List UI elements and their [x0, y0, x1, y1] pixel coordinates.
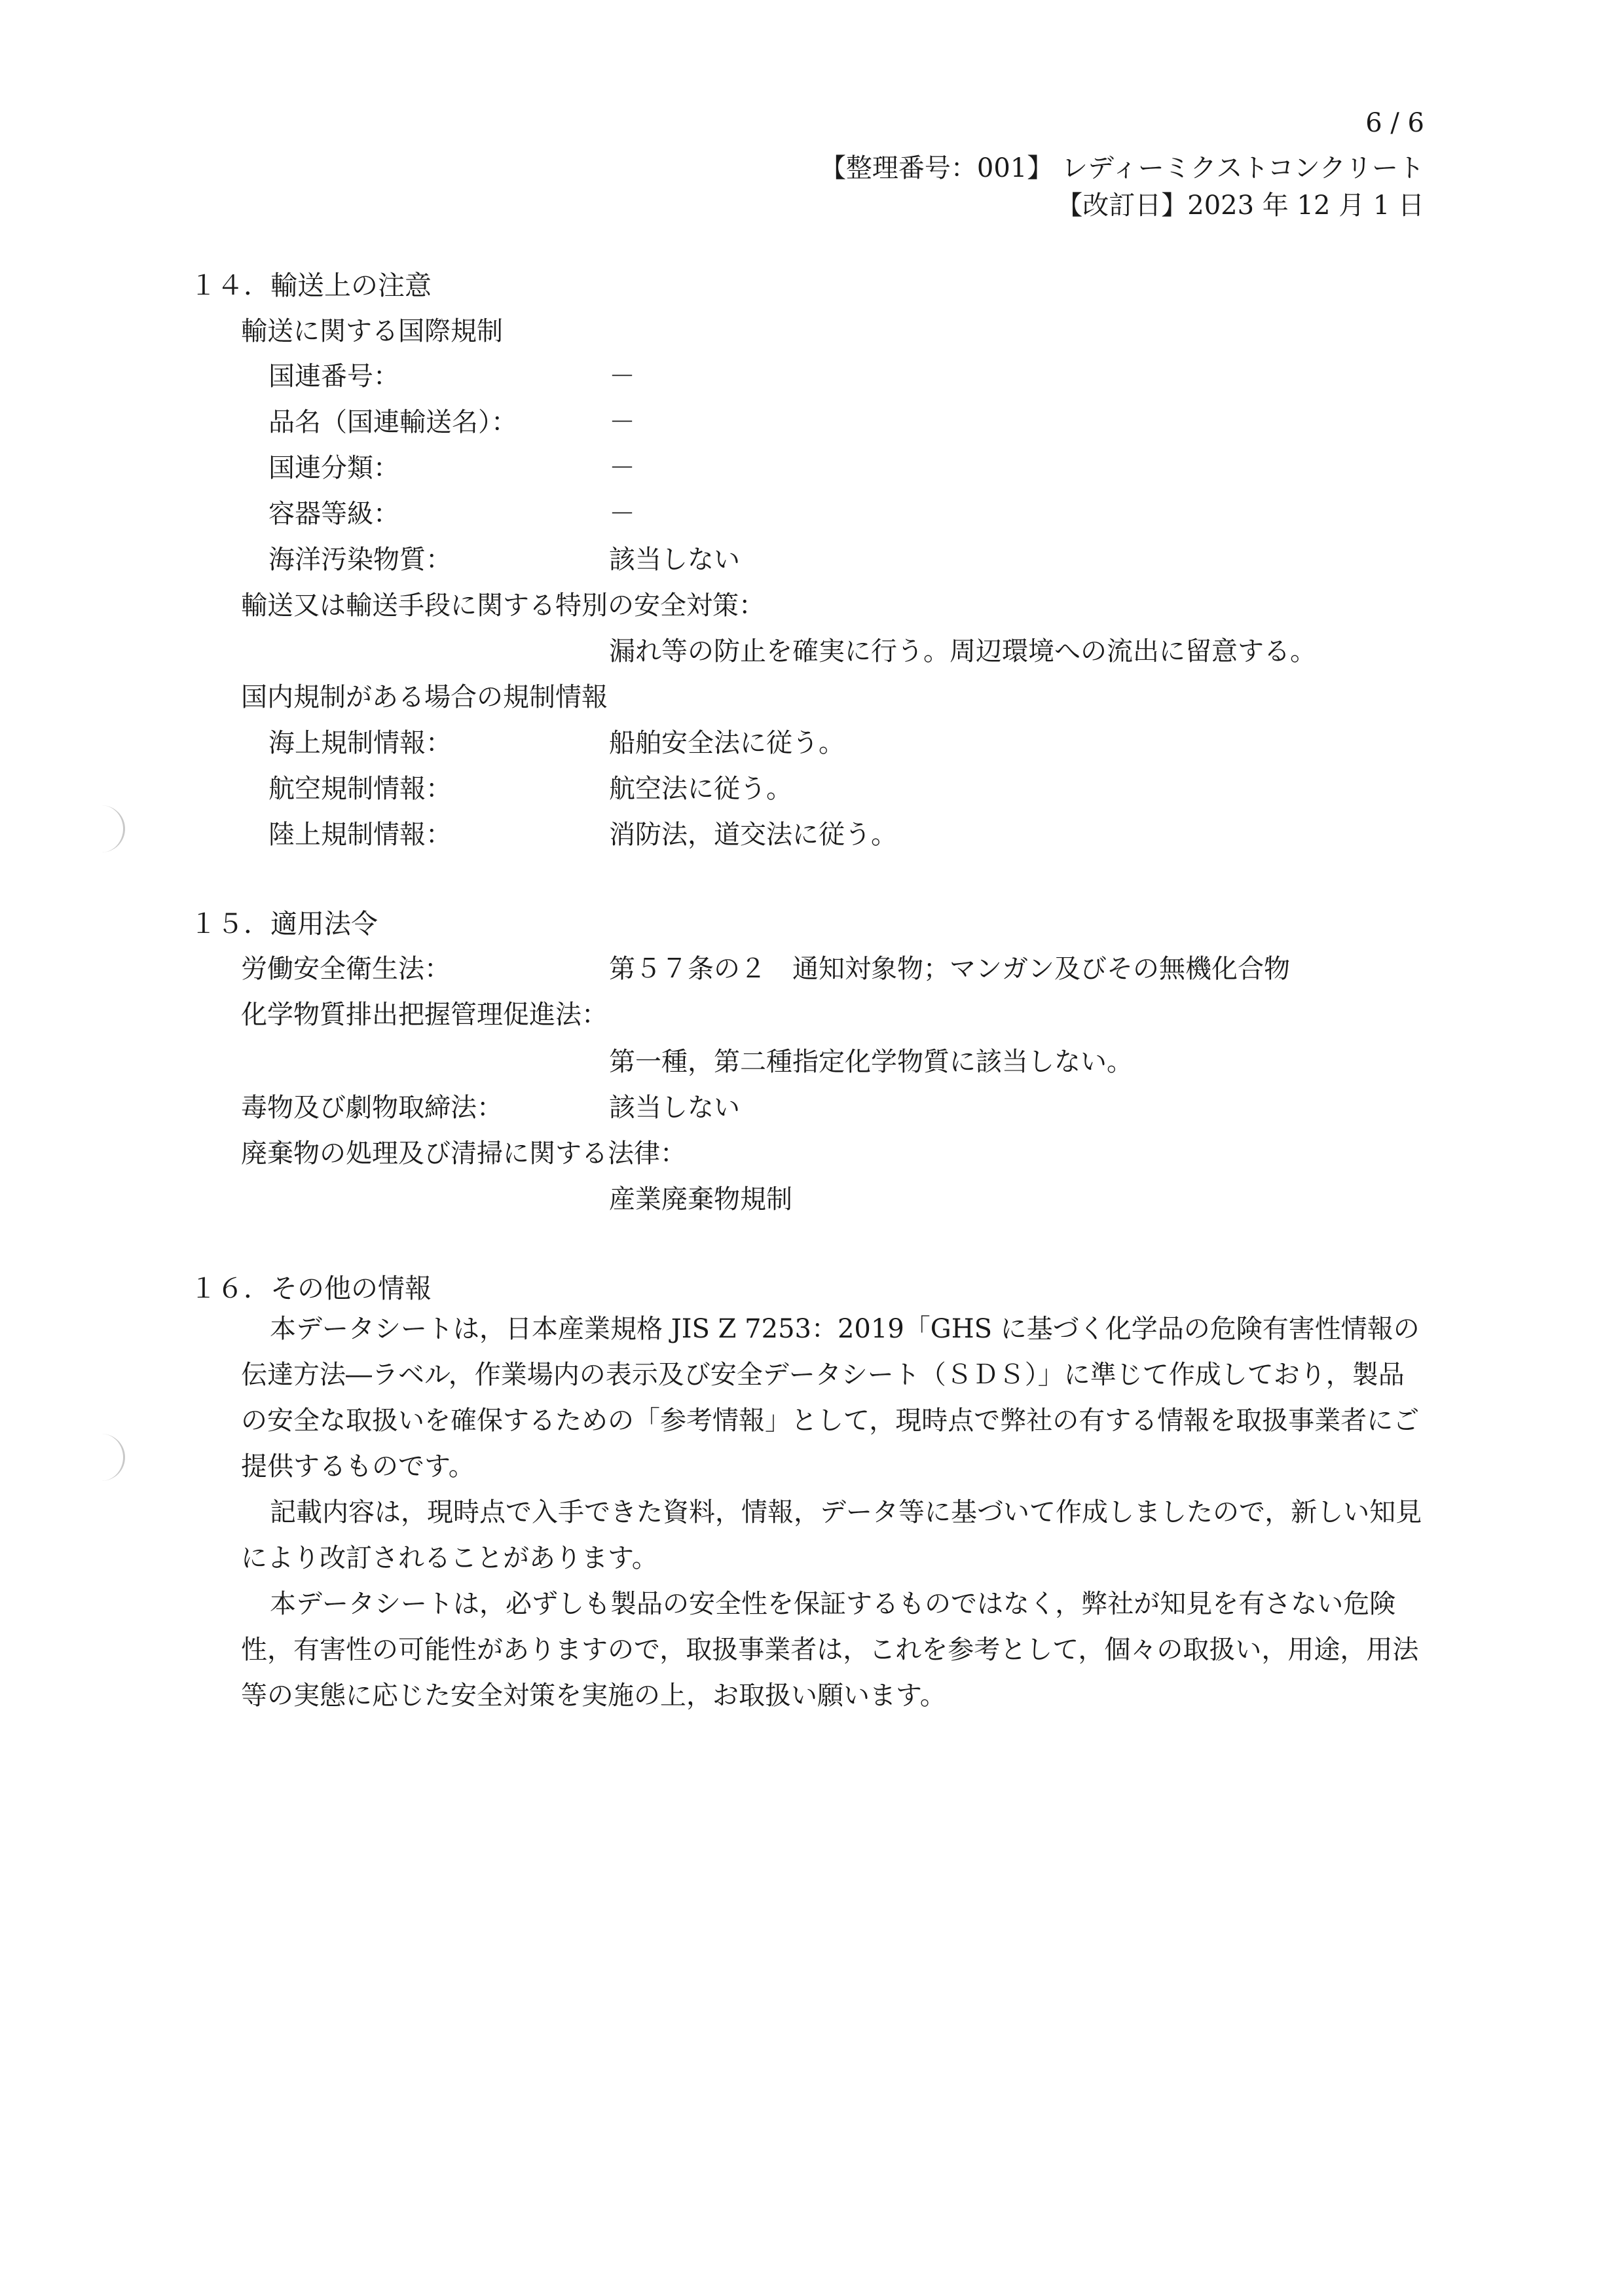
land-regulation-value: 消防法，道交法に従う。	[609, 820, 897, 850]
sea-regulation-label: 海上規制情報：	[268, 728, 452, 758]
other-info-paragraph-2: 記載内容は，現時点で入手できた資料，情報，データ等に基づいて作成しましたので，新しい知見により改訂されることがあります。	[241, 1497, 1422, 1573]
labor-law-value: 第５７条の２ 通知対象物；マンガン及びその無機化合物	[609, 954, 1290, 984]
document-id: 【整理番号：001】 レディーミクストコンクリート	[819, 153, 1424, 183]
section-14-title: １４．輸送上の注意	[190, 270, 432, 301]
labor-law-label: 労働安全衛生法：	[241, 954, 451, 984]
poison-law-value: 該当しない	[609, 1093, 740, 1123]
domestic-regulation-heading: 国内規制がある場合の規制情報	[241, 682, 608, 712]
special-precautions-heading: 輸送又は輸送手段に関する特別の安全対策：	[241, 591, 765, 621]
other-info-paragraph-1: 本データシートは，日本産業規格 JIS Z 7253：2019「GHS に基づく化学品の危険有害性情報の伝達方法―ラベル，作業場内の表示及び安全データシート（ＳＤＳ）」に準じて作成しており，製品の安全な取扱いを確保するための「参考情報」として，現時点で弊社の有する情報を取扱事業者にご提供するものです。	[241, 1314, 1420, 1482]
un-number-label: 国連番号：	[268, 361, 399, 392]
page-number: 6 / 6	[1365, 108, 1424, 138]
other-info-paragraph-3: 本データシートは，必ずしも製品の安全性を保証するものではなく，弊社が知見を有さない危険性，有害性の可能性がありますので，取扱事業者は，これを参考として，個々の取扱い，用途，用法等の実態に応じた安全対策を実施の上，お取扱い願います。	[241, 1589, 1419, 1711]
shipping-name-label: 品名（国連輸送名）：	[268, 407, 517, 437]
marine-pollutant-label: 海洋汚染物質：	[268, 545, 452, 575]
air-regulation-value: 航空法に従う。	[609, 774, 792, 804]
section-15-title: １５．適用法令	[190, 908, 378, 939]
packing-group-value: －	[609, 499, 635, 529]
revision-date: 【改訂日】2023 年 12 月 1 日	[1056, 191, 1424, 221]
waste-law-value: 産業廃棄物規制	[609, 1184, 792, 1214]
sea-regulation-value: 船舶安全法に従う。	[609, 728, 845, 758]
other-info-body	[241, 1306, 1426, 1719]
prtr-law-value: 第一種，第二種指定化学物質に該当しない。	[609, 1047, 1133, 1077]
un-class-label: 国連分類：	[268, 453, 399, 483]
shipping-name-value: －	[609, 407, 635, 437]
intl-regulation-heading: 輸送に関する国際規制	[241, 316, 503, 346]
air-regulation-label: 航空規制情報：	[268, 774, 452, 804]
punch-hole-upper	[92, 805, 125, 852]
prtr-law-label: 化学物質排出把握管理促進法：	[241, 1000, 608, 1030]
punch-hole-lower	[92, 1434, 125, 1481]
un-number-value: －	[609, 361, 635, 392]
poison-law-label: 毒物及び劇物取締法：	[241, 1093, 503, 1123]
land-regulation-label: 陸上規制情報：	[268, 820, 452, 850]
un-class-value: －	[609, 453, 635, 483]
special-precautions-value: 漏れ等の防止を確実に行う。周辺環境への流出に留意する。	[609, 636, 1316, 666]
section-16-title: １６．その他の情報	[190, 1273, 432, 1304]
marine-pollutant-value: 該当しない	[609, 545, 740, 575]
waste-law-label: 廃棄物の処理及び清掃に関する法律：	[241, 1139, 686, 1169]
packing-group-label: 容器等級：	[268, 499, 399, 529]
